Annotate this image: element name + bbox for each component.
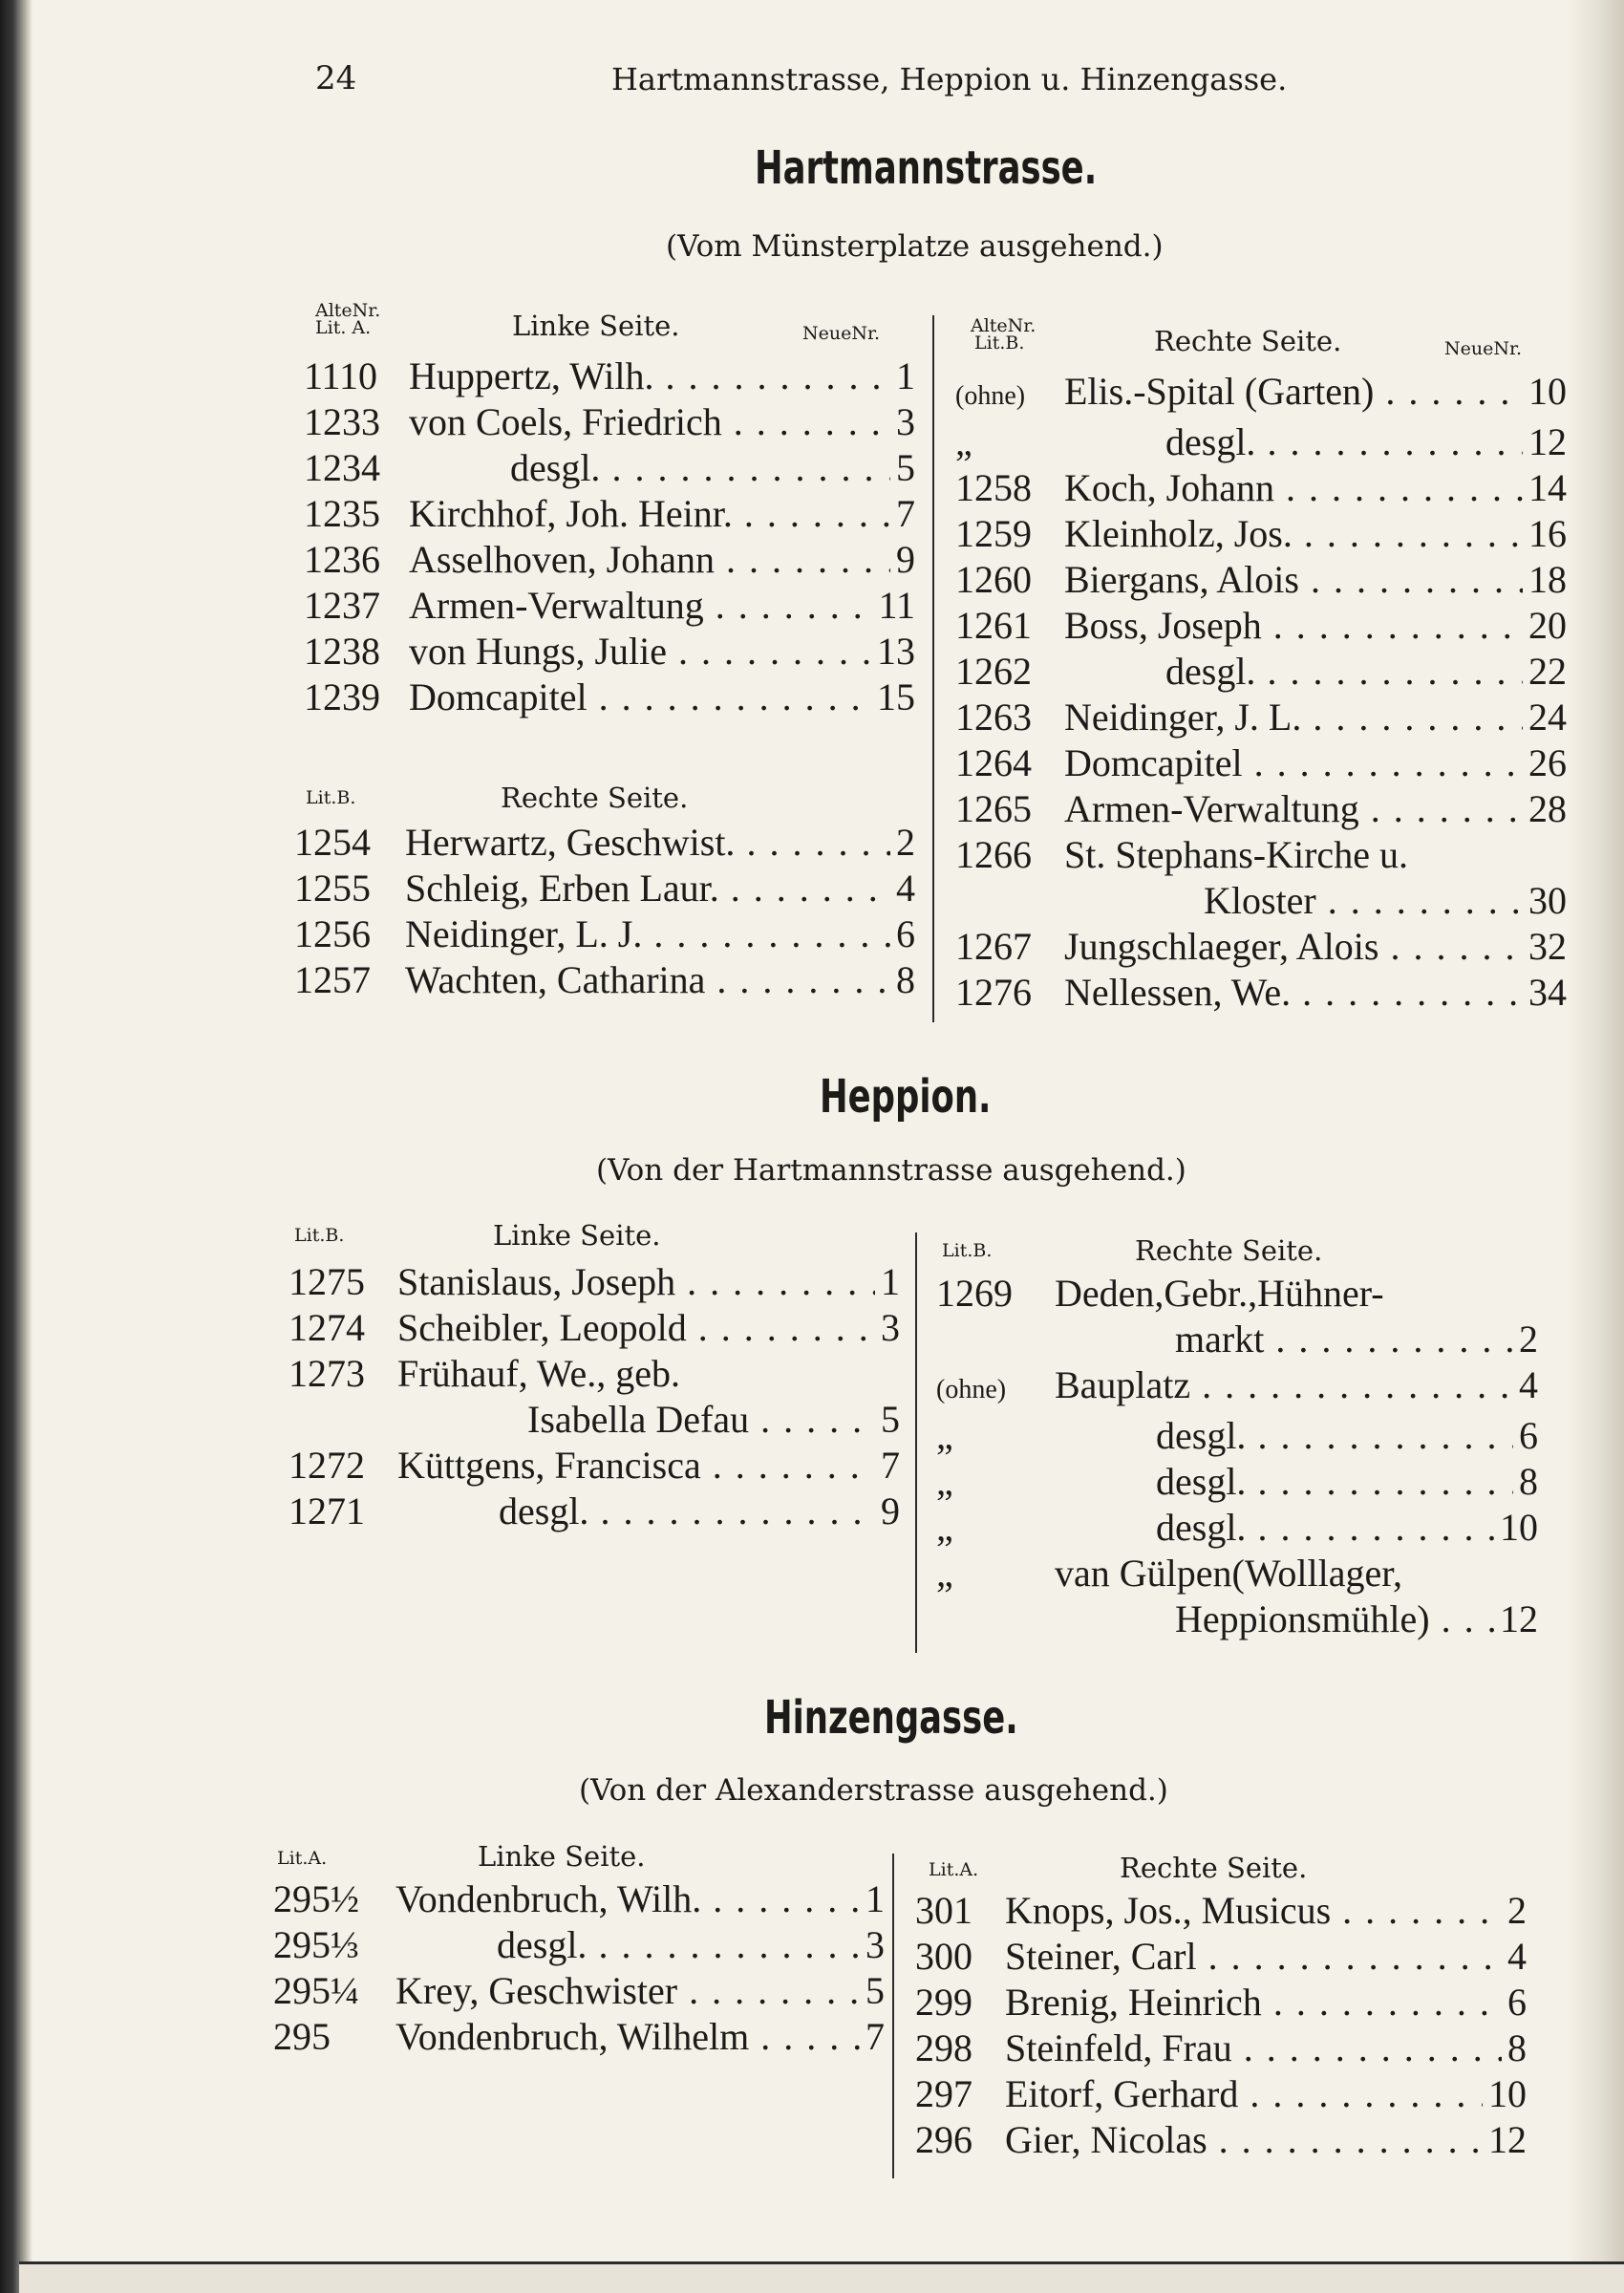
column-header — [288, 1211, 900, 1259]
entry-list — [288, 1259, 900, 1534]
owner-name: Armen-Verwaltung . . . — [405, 583, 872, 629]
book-spine-shadow — [0, 0, 32, 2293]
entry-row — [304, 354, 915, 399]
new-number: 32 — [1528, 925, 1567, 968]
new-number: 7 — [865, 2015, 885, 2058]
entry-row — [304, 491, 915, 537]
owner-name: Eitorf, Gerhard . . . — [1001, 2071, 1483, 2117]
new-number: 34 — [1528, 971, 1567, 1014]
new-number: 2 — [1519, 1318, 1538, 1361]
new-number: 8 — [1519, 1460, 1538, 1503]
hartmann-left-column-2 — [294, 776, 915, 1003]
owner-name: Gier, Nicolas . . . — [1001, 2117, 1483, 2163]
new-number: 14 — [1528, 466, 1567, 509]
section-title-hinzengasse: Hinzengasse. — [764, 1691, 1018, 1745]
owner-name: St. Stephans-Kirche u. — [1064, 833, 1408, 876]
owner-name: Jungschlaeger, Alois . . . — [1060, 924, 1523, 970]
old-number: 1260 — [955, 558, 1032, 601]
entry-row — [936, 1459, 1538, 1505]
owner-name: Steiner, Carl . . . — [1001, 1934, 1502, 1980]
old-number: 1235 — [304, 492, 380, 535]
entry-row — [273, 2014, 885, 2060]
old-number: 1263 — [955, 696, 1032, 739]
old-number: 1259 — [955, 512, 1032, 555]
column-header — [304, 298, 915, 354]
entry-row — [936, 1362, 1538, 1413]
entry-row — [288, 1351, 900, 1397]
entry-row — [955, 649, 1567, 695]
entry-row — [955, 878, 1567, 924]
new-number: 16 — [1528, 512, 1567, 555]
entry-row — [304, 445, 915, 491]
new-number: 10 — [1500, 1506, 1538, 1549]
entry-list — [915, 1888, 1527, 2163]
entry-row — [936, 1413, 1538, 1459]
new-number: 6 — [1519, 1414, 1538, 1457]
old-number: 1256 — [294, 912, 371, 955]
new-number: 13 — [877, 630, 915, 673]
new-number: 9 — [896, 538, 915, 581]
hinzengasse-right-column — [915, 1844, 1527, 2163]
entry-row — [936, 1551, 1538, 1597]
column-header — [294, 776, 915, 820]
new-number: 12 — [1488, 2118, 1527, 2161]
owner-name: van Gülpen(Wolllager, — [1055, 1552, 1402, 1595]
new-number: 5 — [881, 1398, 900, 1441]
entry-list — [294, 820, 915, 1003]
owner-name: Steinfeld, Frau . . . — [1001, 2025, 1502, 2071]
old-number: 1257 — [294, 958, 371, 1001]
owner-name: Domcapitel . . . — [1060, 740, 1523, 786]
entry-row — [288, 1489, 900, 1534]
old-number: 1261 — [955, 604, 1032, 647]
old-number: „ — [936, 1414, 953, 1457]
old-number: 1255 — [294, 867, 371, 910]
entry-row — [915, 2025, 1527, 2071]
owner-name: Schleig, Erben Laur. . . . — [401, 866, 890, 911]
entry-row — [288, 1305, 900, 1351]
entry-row — [294, 866, 915, 911]
owner-name: Biergans, Alois . . . — [1060, 557, 1523, 603]
new-number: 30 — [1528, 879, 1567, 922]
old-number: 1238 — [304, 630, 380, 673]
entry-row — [288, 1443, 900, 1489]
owner-name: markt . . . — [1051, 1317, 1513, 1362]
new-number: 1 — [881, 1260, 900, 1303]
hinzengasse-left-column — [273, 1832, 885, 2060]
owner-name: Frühauf, We., geb. — [397, 1352, 680, 1395]
entry-row — [288, 1259, 900, 1305]
entry-row — [288, 1397, 900, 1443]
page-bottom-edge — [19, 2261, 1624, 2293]
owner-name: Asselhoven, Johann . . . — [405, 537, 890, 583]
lit-label: Lit.A. — [929, 1859, 979, 1880]
side-label: Linke Seite. — [512, 310, 680, 342]
hartmann-left-column — [304, 298, 915, 720]
lit-label: Lit.B. — [942, 1240, 993, 1261]
owner-name: Kloster . . . — [1060, 878, 1523, 924]
entry-list — [955, 369, 1567, 1016]
new-number: 10 — [1528, 370, 1567, 413]
entry-row — [915, 2071, 1527, 2117]
old-number: 297 — [915, 2072, 972, 2115]
new-number: 9 — [881, 1489, 900, 1532]
owner-name: Kirchhof, Joh. Heinr. . . . — [405, 491, 890, 537]
new-number: 4 — [1519, 1363, 1538, 1406]
new-number: 12 — [1500, 1597, 1538, 1640]
old-number: 1254 — [294, 821, 371, 864]
entry-row — [915, 1934, 1527, 1980]
new-number: 3 — [896, 400, 915, 443]
owner-name: Vondenbruch, Wilh. . . . — [392, 1876, 860, 1922]
old-number: 301 — [915, 1889, 972, 1932]
section-title-hartmannstrasse: Hartmannstrasse. — [755, 141, 1098, 195]
old-number: 298 — [915, 2026, 972, 2069]
owner-name: Isabella Defau . . . — [394, 1397, 875, 1443]
entry-row — [273, 1922, 885, 1968]
section-subtitle: (Von der Hartmannstrasse ausgehend.) — [596, 1153, 1186, 1188]
new-number: 7 — [896, 492, 915, 535]
page-number: 24 — [315, 59, 357, 97]
old-number: 295⅓ — [273, 1923, 359, 1966]
old-number: 300 — [915, 1935, 972, 1978]
old-number: 1274 — [288, 1306, 365, 1349]
new-number: 8 — [1507, 2026, 1527, 2069]
side-label: Rechte Seite. — [1120, 1852, 1308, 1884]
new-number: 20 — [1528, 604, 1567, 647]
owner-name: desgl. . . . — [1051, 1413, 1513, 1459]
owner-name: desgl. . . . — [1051, 1459, 1513, 1505]
entry-row — [955, 465, 1567, 511]
owner-name: desgl. . . . — [392, 1922, 860, 1968]
entry-row — [936, 1597, 1538, 1642]
entry-row — [273, 1876, 885, 1922]
owner-name: desgl. . . . — [405, 445, 890, 491]
new-number: 12 — [1528, 420, 1567, 463]
owner-name: Heppionsmühle) . . . — [1051, 1597, 1494, 1642]
old-number: 299 — [915, 1981, 972, 2024]
owner-name: Nellessen, We. . . . — [1060, 970, 1523, 1016]
new-number: 1 — [896, 354, 915, 397]
owner-name: Elis.-Spital (Garten) . . . — [1060, 369, 1523, 415]
entry-list — [273, 1876, 885, 2060]
lit-label: Lit.B. — [294, 1225, 345, 1246]
old-number: (ohne) — [955, 381, 1026, 411]
new-number: 8 — [896, 958, 915, 1001]
entry-row — [955, 419, 1567, 465]
entry-row — [955, 695, 1567, 740]
owner-name: Boss, Joseph . . . — [1060, 603, 1523, 649]
new-number: 28 — [1528, 787, 1567, 830]
owner-name: desgl. . . . — [1060, 419, 1523, 465]
old-number: 1236 — [304, 538, 380, 581]
new-number: 5 — [865, 1969, 885, 2012]
old-number: 1273 — [288, 1352, 365, 1395]
entry-row — [304, 537, 915, 583]
entry-row — [955, 603, 1567, 649]
owner-name: Vondenbruch, Wilhelm . . . — [392, 2014, 860, 2060]
new-number: 22 — [1528, 650, 1567, 693]
owner-name: von Coels, Friedrich . . . — [405, 399, 890, 445]
old-number: 1110 — [304, 354, 378, 397]
entry-list — [936, 1271, 1538, 1642]
owner-name: Neidinger, J. L. . . . — [1060, 695, 1523, 740]
owner-name: Krey, Geschwister . . . — [392, 1968, 860, 2014]
owner-name: Koch, Johann . . . — [1060, 465, 1523, 511]
owner-name: Kleinholz, Jos. . . . — [1060, 511, 1523, 557]
new-number: 24 — [1528, 696, 1567, 739]
old-number: 296 — [915, 2118, 972, 2161]
new-number: 6 — [896, 912, 915, 955]
page-edge — [1567, 0, 1624, 2293]
old-number: 1269 — [936, 1272, 1013, 1315]
old-number: 1234 — [304, 446, 380, 489]
running-title: Hartmannstrasse, Heppion u. Hinzengasse. — [611, 61, 1288, 97]
old-number: 1239 — [304, 675, 380, 718]
old-number: 1233 — [304, 400, 380, 443]
entry-row — [955, 970, 1567, 1016]
owner-name: Herwartz, Geschwist. . . . — [401, 820, 890, 866]
side-label: Linke Seite. — [493, 1219, 661, 1252]
old-number: 295½ — [273, 1877, 359, 1920]
old-number: „ — [936, 1460, 953, 1503]
heppion-right-column — [936, 1225, 1538, 1642]
new-number: 4 — [1507, 1935, 1527, 1978]
owner-name: Stanislaus, Joseph . . . — [394, 1259, 875, 1305]
new-number: 1 — [865, 1877, 885, 1920]
running-head — [315, 59, 1366, 117]
new-number: 11 — [878, 584, 915, 627]
new-number: 6 — [1507, 1981, 1527, 2024]
owner-name: Neidinger, L. J. . . . — [401, 911, 890, 957]
column-header — [915, 1844, 1527, 1888]
old-number: 1266 — [955, 833, 1032, 876]
section-subtitle: (Von der Alexanderstrasse ausgehend.) — [579, 1773, 1168, 1808]
owner-name: Armen-Verwaltung . . . — [1060, 786, 1523, 832]
old-number: 1265 — [955, 787, 1032, 830]
entry-row — [936, 1271, 1538, 1317]
hartmann-right-column — [955, 306, 1567, 1016]
column-header — [273, 1832, 885, 1876]
old-number: 295¼ — [273, 1969, 359, 2012]
lit-label: Lit.B. — [306, 787, 356, 808]
old-number: 295 — [273, 2015, 331, 2058]
owner-name: Domcapitel . . . — [405, 675, 871, 720]
heppion-left-column — [288, 1211, 900, 1534]
entry-row — [294, 911, 915, 957]
old-number: 1262 — [955, 650, 1032, 693]
old-number: 1276 — [955, 971, 1032, 1014]
new-number: 26 — [1528, 741, 1567, 784]
column-divider — [915, 1232, 917, 1653]
lit-label: Lit. A. — [315, 317, 372, 338]
old-number: 1264 — [955, 741, 1032, 784]
owner-name: Knops, Jos., Musicus . . . — [1001, 1888, 1502, 1934]
new-number: 4 — [896, 867, 915, 910]
old-number: 1237 — [304, 584, 380, 627]
owner-name: desgl. . . . — [1060, 649, 1523, 695]
owner-name: Deden,Gebr.,Hühner- — [1055, 1272, 1384, 1315]
new-number: 2 — [896, 821, 915, 864]
old-number: „ — [936, 1552, 953, 1595]
new-number: 7 — [881, 1444, 900, 1487]
old-number: 1272 — [288, 1444, 365, 1487]
entry-row — [915, 1888, 1527, 1934]
entry-row — [304, 583, 915, 629]
new-number: 18 — [1528, 558, 1567, 601]
owner-name: Wachten, Catharina . . . — [401, 957, 890, 1003]
entry-row — [955, 511, 1567, 557]
old-number: 1258 — [955, 466, 1032, 509]
entry-row — [304, 399, 915, 445]
alte-nr-label: AlteNr. — [315, 300, 381, 321]
owner-name: desgl. . . . — [1051, 1505, 1494, 1551]
entry-row — [304, 675, 915, 720]
old-number: 1271 — [288, 1489, 365, 1532]
owner-name: von Hungs, Julie . . . — [405, 629, 871, 675]
entry-row — [955, 832, 1567, 878]
entry-list — [304, 354, 915, 720]
owner-name: Bauplatz . . . — [1051, 1362, 1513, 1408]
entry-row — [955, 557, 1567, 603]
entry-row — [955, 740, 1567, 786]
owner-name: Huppertz, Wilh. . . . — [405, 354, 890, 399]
entry-row — [304, 629, 915, 675]
old-number: 1267 — [955, 925, 1032, 968]
entry-row — [915, 1980, 1527, 2025]
owner-name: Scheibler, Leopold . . . — [394, 1305, 875, 1351]
entry-row — [955, 786, 1567, 832]
entry-row — [955, 924, 1567, 970]
entry-row — [955, 369, 1567, 419]
side-label: Rechte Seite. — [1135, 1234, 1323, 1267]
neue-nr-label: NeueNr. — [802, 323, 881, 344]
owner-name: desgl. . . . — [394, 1489, 875, 1534]
owner-name: Brenig, Heinrich . . . — [1001, 1980, 1502, 2025]
side-label: Rechte Seite. — [1154, 325, 1342, 357]
entry-row — [936, 1505, 1538, 1551]
entry-row — [936, 1317, 1538, 1362]
column-header — [955, 306, 1567, 369]
new-number: 10 — [1488, 2072, 1527, 2115]
new-number: 5 — [896, 446, 915, 489]
owner-name: Küttgens, Francisca . . . — [394, 1443, 875, 1489]
new-number: 2 — [1507, 1889, 1527, 1932]
old-number: (ohne) — [936, 1375, 1007, 1404]
section-title-heppion: Heppion. — [820, 1070, 992, 1124]
side-label: Rechte Seite. — [501, 782, 689, 814]
lit-label: Lit.A. — [277, 1848, 328, 1869]
column-header — [936, 1225, 1538, 1271]
new-number: 15 — [877, 675, 915, 718]
old-number: „ — [955, 420, 972, 463]
entry-row — [915, 2117, 1527, 2163]
entry-row — [294, 820, 915, 866]
old-number: 1275 — [288, 1260, 365, 1303]
column-divider — [892, 1854, 894, 2178]
entry-row — [294, 957, 915, 1003]
new-number: 3 — [881, 1306, 900, 1349]
new-number: 3 — [865, 1923, 885, 1966]
column-divider — [932, 315, 934, 1022]
section-subtitle: (Vom Münsterplatze ausgehend.) — [666, 229, 1164, 264]
entry-row — [273, 1968, 885, 2014]
neue-nr-label: NeueNr. — [1444, 338, 1523, 359]
alte-nr-label: AlteNr. — [971, 315, 1036, 336]
lit-label: Lit.B. — [974, 332, 1025, 354]
old-number: „ — [936, 1506, 953, 1549]
side-label: Linke Seite. — [478, 1840, 646, 1873]
